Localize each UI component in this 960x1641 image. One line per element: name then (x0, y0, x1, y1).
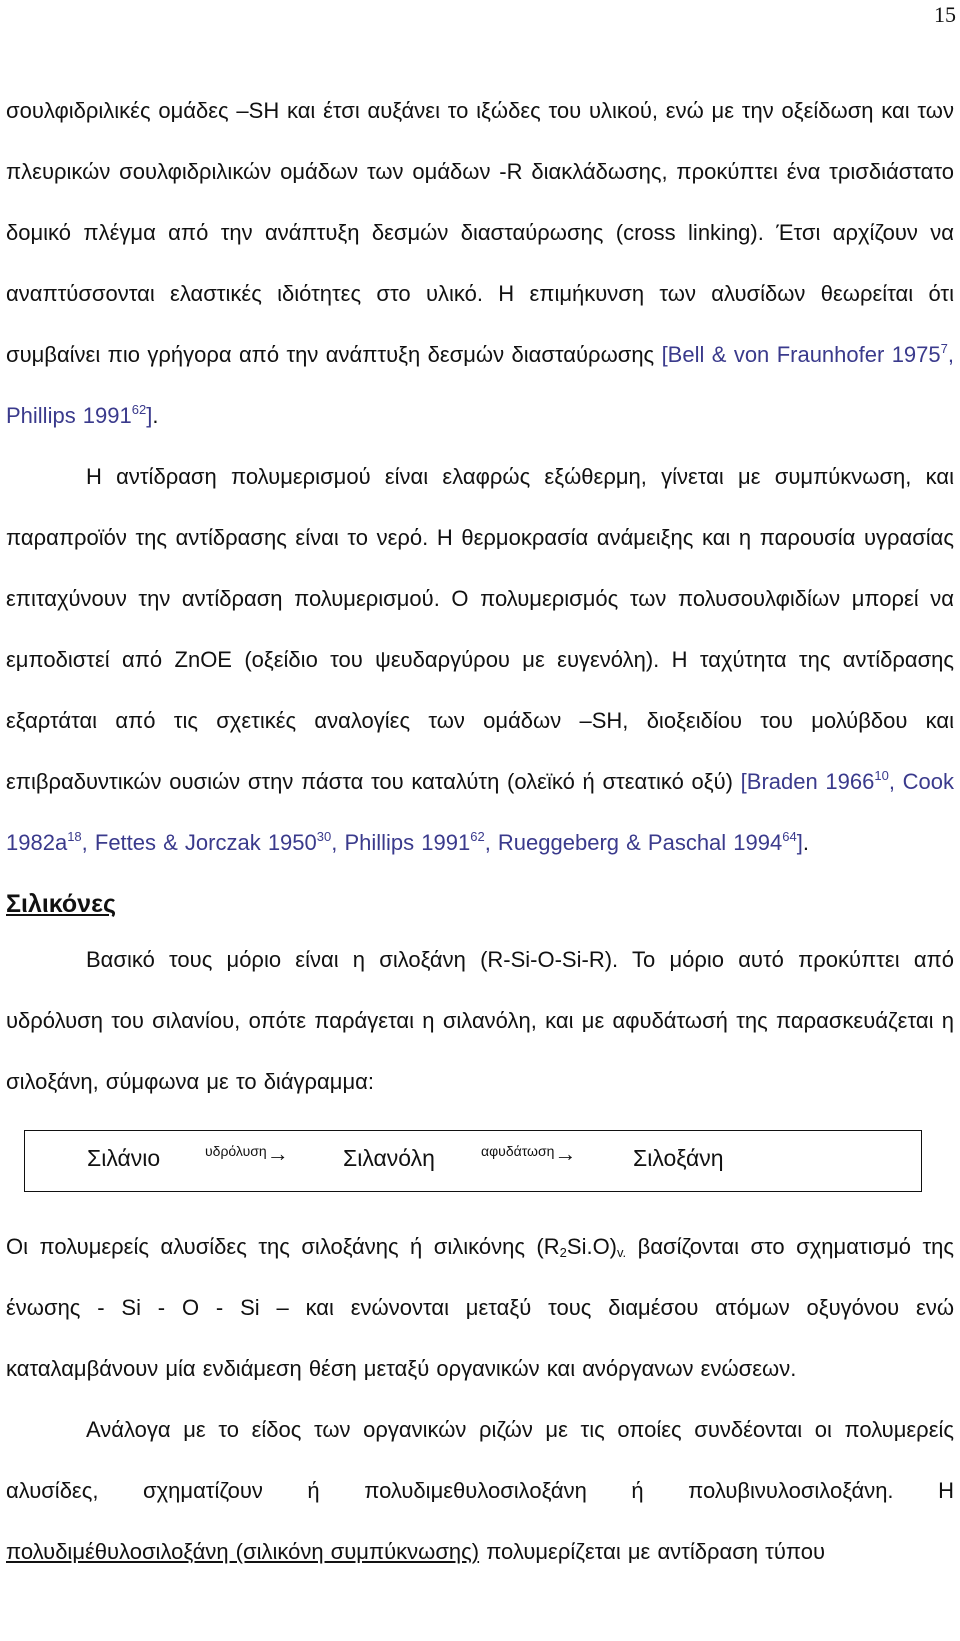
reaction-diagram (24, 1130, 922, 1192)
paragraph-organic-radicals: Ανάλογα με το είδος των οργανικών ριζών με τις οποίες συνδέονται οι πολυμερείς αλυσίδες, σχηματίζουν ή πολυδιμεθυλοσιλοξάνη ή πολυβινυλοσιλοξάνη. Η πολυδιμέθυλοσιλοξάνη (σιλικόνη συμπύκνωσης) πολυμερίζεται με αντίδραση τύπου (6, 1417, 954, 1564)
diagram-arrow-dehydration: αφυδάτωση→ (481, 1141, 577, 1166)
page-number: 15 (934, 2, 956, 27)
arrow-right-icon: → (554, 1141, 577, 1166)
citation-bell-von-fraunhofer: [Bell & von Fraunhofer 1975$^7$, Phillips 1991$^{62}$] (6, 341, 954, 428)
diagram-term-silane: Σιλάνιο (87, 1145, 161, 1171)
diagram-term-siloxane: Σιλοξάνη (633, 1145, 724, 1171)
paragraph-text: σουλφιδριλικές ομάδες –SH και έτσι αυξάνει το ιξώδες του υλικού, ενώ με την οξείδωση και των πλευρικών σουλφιδριλικών ομάδων των ομάδων -R διακλάδωσης, προκύπτει ένα τρισδιάστατο δομικό πλέγμα από την ανάπτυξη δεσμών διασταύρωσης (cross linking). Έτσι αρχίζουν να αναπτύσσονται ελαστικές ιδιότητες στο υλικό. Η επιμήκυνση των αλυσίδων θεωρείται ότι συμβαίνει πιο γρήγορα από την ανάπτυξη δεσμών διασταύρωσης (6, 98, 954, 367)
diagram-arrow-hydrolysis: υδρόλυση→ (205, 1141, 289, 1166)
citation-group: [Braden 1966$^{10}$, Cook $1982a^{18}$, Fettes & Jorczak 1950$^{30}$, Phillips 1991$^{62}$, Rueggeberg & Paschal 1994$^{64}$] (6, 768, 954, 855)
arrow-right-icon: → (266, 1141, 289, 1166)
underlined-term-polydimethylsiloxane: πολυδιμέθυλοσιλοξάνη (σιλικόνη συμπύκνωσης) (6, 1539, 480, 1564)
paragraph-polysulfide-crosslinking: σουλφιδριλικές ομάδες –SH και έτσι αυξάνει το ιξώδες του υλικού, ενώ με την οξείδωση και των πλευρικών σουλφιδριλικών ομάδων των ομάδων -R διακλάδωσης, προκύπτει ένα τρισδιάστατο δομικό πλέγμα από την ανάπτυξη δεσμών διασταύρωσης (cross linking). Έτσι αρχίζουν να αναπτύσσονται ελαστικές ιδιότητες στο υλικό. Η επιμήκυνση των αλυσίδων θεωρείται ότι συμβαίνει πιο γρήγορα από την ανάπτυξη δεσμών διασταύρωσης [Bell & von Fraunhofer 1975$^7$, Phillips 1991$^{62}$]. (6, 98, 954, 428)
paragraph-siloxane-chains: Οι πολυμερείς αλυσίδες της σιλοξάνης ή σιλικόνης $(R_2Si.O)_{v.}$ βασίζονται στο σχηματισμό της ένωσης - Si - O - Si – και ενώνονται μεταξύ τους διαμέσου ατόμων οξυγόνου ενώ καταλαμβάνουν μία ενδιάμεση θέση μεταξύ οργανικών και ανόργανων ενώσεων. (6, 1234, 955, 1381)
section-heading-silicones: Σιλικόνες (6, 890, 116, 918)
paragraph-text: Η αντίδραση πολυμερισμού είναι ελαφρώς εξώθερμη, γίνεται με συμπύκνωση, και παραπροϊόν της αντίδρασης είναι το νερό. Η θερμοκρασία ανάμειξης και η παρουσία υγρασίας επιταχύνουν την αντίδραση πολυμερισμού. Ο πολυμερισμός των πολυσουλφιδίων μπορεί να εμποδιστεί από ZnOE (οξείδιο του ψευδαργύρου με ευγενόλη). Η ταχύτητα της αντίδρασης εξαρτάται από τις σχετικές αναλογίες των ομάδων –SH, διοξειδίου του μολύβδου και επιβραδυντικών ουσιών στην πάστα του καταλύτη (ολεϊκό ή στεατικό οξύ) (6, 464, 954, 794)
paragraph-polymerization-reaction: Η αντίδραση πολυμερισμού είναι ελαφρώς εξώθερμη, γίνεται με συμπύκνωση, και παραπροϊόν της αντίδρασης είναι το νερό. Η θερμοκρασία ανάμειξης και η παρουσία υγρασίας επιταχύνουν την αντίδραση πολυμερισμού. Ο πολυμερισμός των πολυσουλφιδίων μπορεί να εμποδιστεί από ZnOE (οξείδιο του ψευδαργύρου με ευγενόλη). Η ταχύτητα της αντίδρασης εξαρτάται από τις σχετικές αναλογίες των ομάδων –SH, διοξειδίου του μολύβδου και επιβραδυντικών ουσιών στην πάστα του καταλύτη (ολεϊκό ή στεατικό οξύ) [Braden 1966$^{10}$, Cook $1982a^{18}$, Fettes & Jorczak 1950$^{30}$, Phillips 1991$^{62}$, Rueggeberg & Paschal 1994$^{64}$]. (6, 464, 954, 855)
diagram-term-silanol: Σιλανόλη (343, 1145, 435, 1171)
page-body (6, 80, 954, 1582)
paragraph-siloxane-basics: Βασικό τους μόριο είναι η σιλοξάνη (R-Si-O-Si-R). Το μόριο αυτό προκύπτει από υδρόλυση του σιλανίου, οπότε παράγεται η σιλανόλη, και με αφυδάτωσή της παρασκευάζεται η σιλοξάνη, σύμφωνα με το διάγραμμα: (6, 947, 954, 1094)
